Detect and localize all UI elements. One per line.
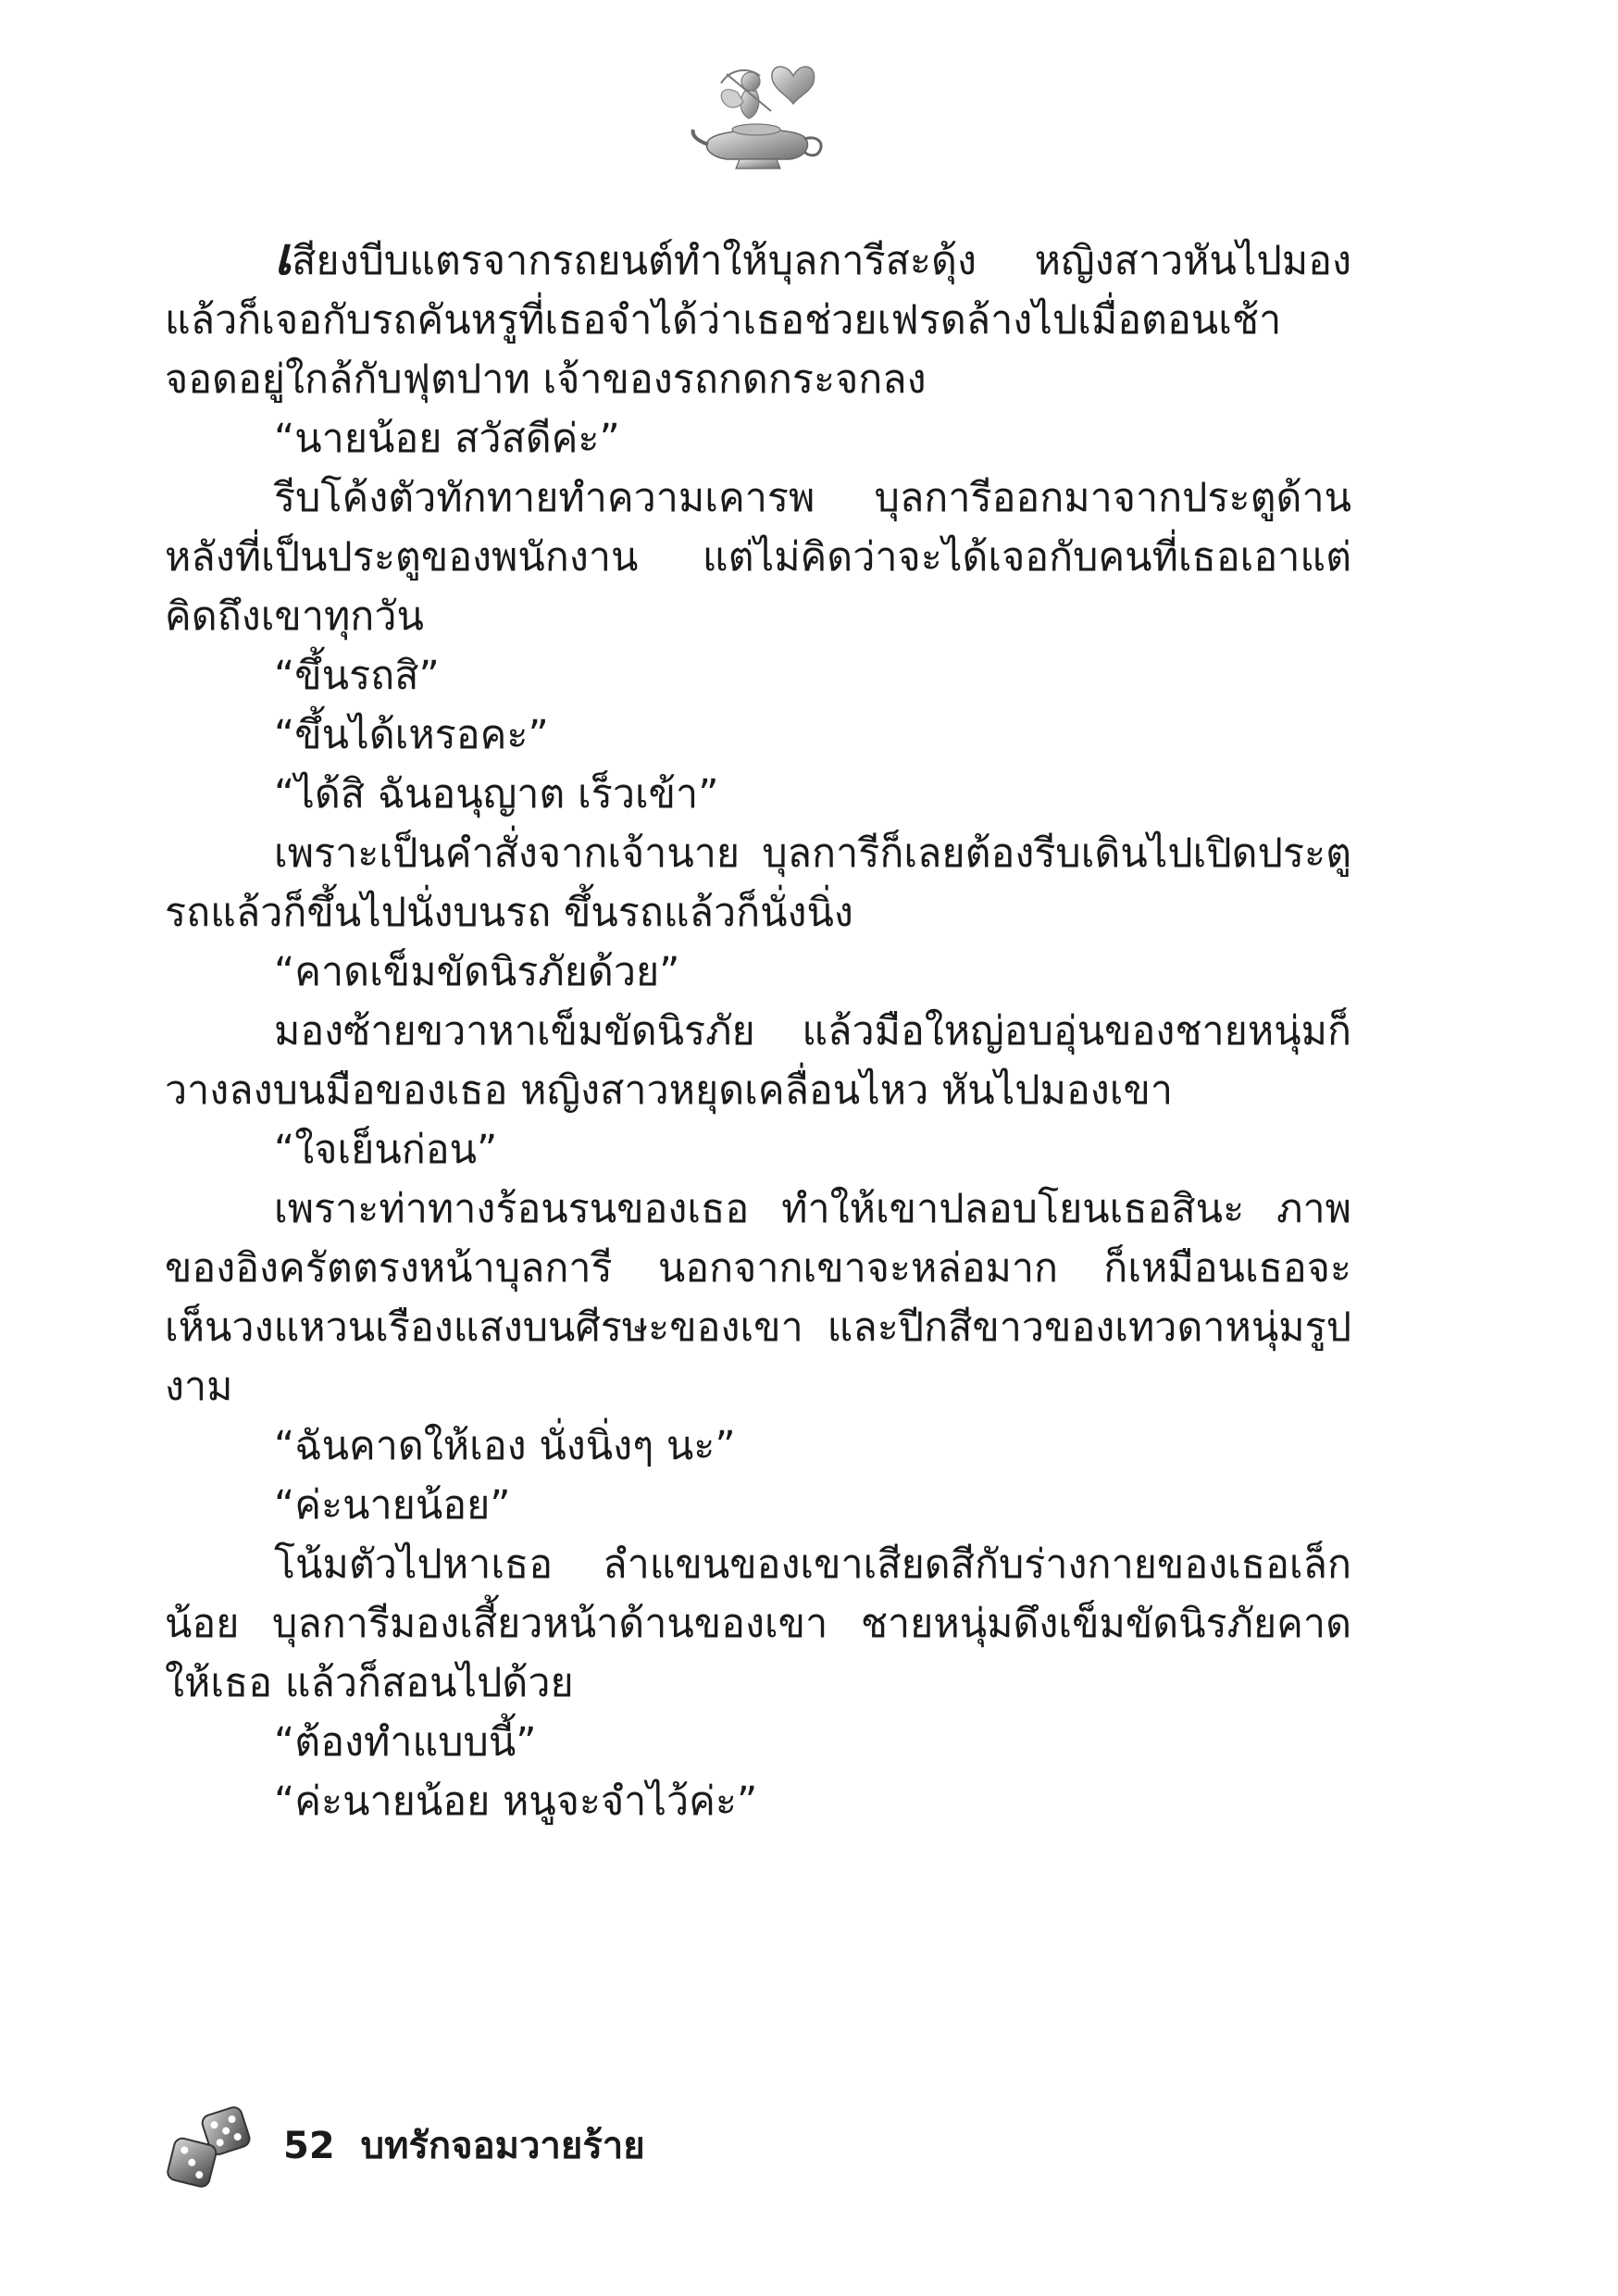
paragraph: “ค่ะนายน้อย” [274, 1482, 511, 1529]
paragraph: โน้มตัวไปหาเธอ ลำแขนของเขาเสียดสีกับร่างกายของเธอเล็กน้อย บุลการีมองเสี้ยวหน้าด้านของเขา ชายหนุ่มดึงเข็มขัดนิรภัยคาดให้เธอ แล้วก็สอนไปด้วย [165, 1541, 1351, 1706]
cupid-teapot-ornament-icon [690, 56, 828, 171]
page-footer [165, 2106, 813, 2190]
paragraph: “ขึ้นได้เหรอคะ” [274, 712, 549, 758]
paragraph: “ค่ะนายน้อย หนูจะจำไว้ค่ะ” [274, 1778, 758, 1825]
paragraph: “คาดเข็มขัดนิรภัยด้วย” [274, 949, 680, 995]
paragraph: รีบโค้งตัวทักทายทำความเคารพ บุลการีออกมาจากประตูด้านหลังที่เป็นประตูของพนักงาน แต่ไม่คิดว่าจะได้เจอกับคนที่เธอเอาแต่คิดถึงเขาทุกวัน [165, 475, 1351, 640]
paragraph [165, 226, 1351, 409]
paragraph: เพราะเป็นคำสั่งจากเจ้านาย บุลการีก็เลยต้องรีบเดินไปเปิดประตูรถแล้วก็ขึ้นไปนั่งบนรถ ขึ้นรถแล้วก็นั่งนิ่ง [165, 830, 1351, 936]
drop-cap: เ [274, 226, 292, 287]
dice-icon [165, 2106, 262, 2190]
paragraph: “นายน้อย สวัสดีค่ะ” [274, 416, 620, 462]
book-title: บทรักจอมวายร้าย [360, 2125, 645, 2167]
paragraph: “ได้สิ ฉันอนุญาต เร็วเข้า” [274, 771, 719, 817]
paragraph: “ต้องทำแบบนี้” [274, 1719, 537, 1766]
body-text [165, 226, 1351, 1831]
paragraph: “ขึ้นรถสิ” [274, 653, 440, 699]
paragraph: มองซ้ายขวาหาเข็มขัดนิรภัย แล้วมือใหญ่อบอุ่นของชายหนุ่มก็วางลงบนมือของเธอ หญิงสาวหยุดเคลื่อนไหว หันไปมองเขา [165, 1008, 1351, 1114]
paragraph: “ฉันคาดให้เอง นั่งนิ่งๆ นะ” [274, 1423, 736, 1469]
paragraph: เพราะท่าทางร้อนรนของเธอ ทำให้เขาปลอบโยนเธอสินะ ภาพของอิงครัตตรงหน้าบุลการี นอกจากเขาจะหล่อมาก ก็เหมือนเธอจะเห็นวงแหวนเรืองแสงบนศีรษะของเขา และปีกสีขาวของเทวดาหนุ่มรูปงาม [165, 1186, 1351, 1410]
paragraph: “ใจเย็นก่อน” [274, 1127, 498, 1173]
footer-label [283, 2123, 645, 2169]
paragraph-text: สียงบีบแตรจากรถยนต์ทำให้บุลการีสะดุ้ง หญิงสาวหันไปมอง แล้วก็เจอกับรถคันหรูที่เธอจำได้ว่าเธอช่วยเฟรดล้างไปเมื่อตอนเช้าจอดอยู่ใกล้กับฟุตปาท เจ้าของรถกดกระจกลง [165, 238, 1351, 403]
page-number: 52 [283, 2125, 335, 2167]
